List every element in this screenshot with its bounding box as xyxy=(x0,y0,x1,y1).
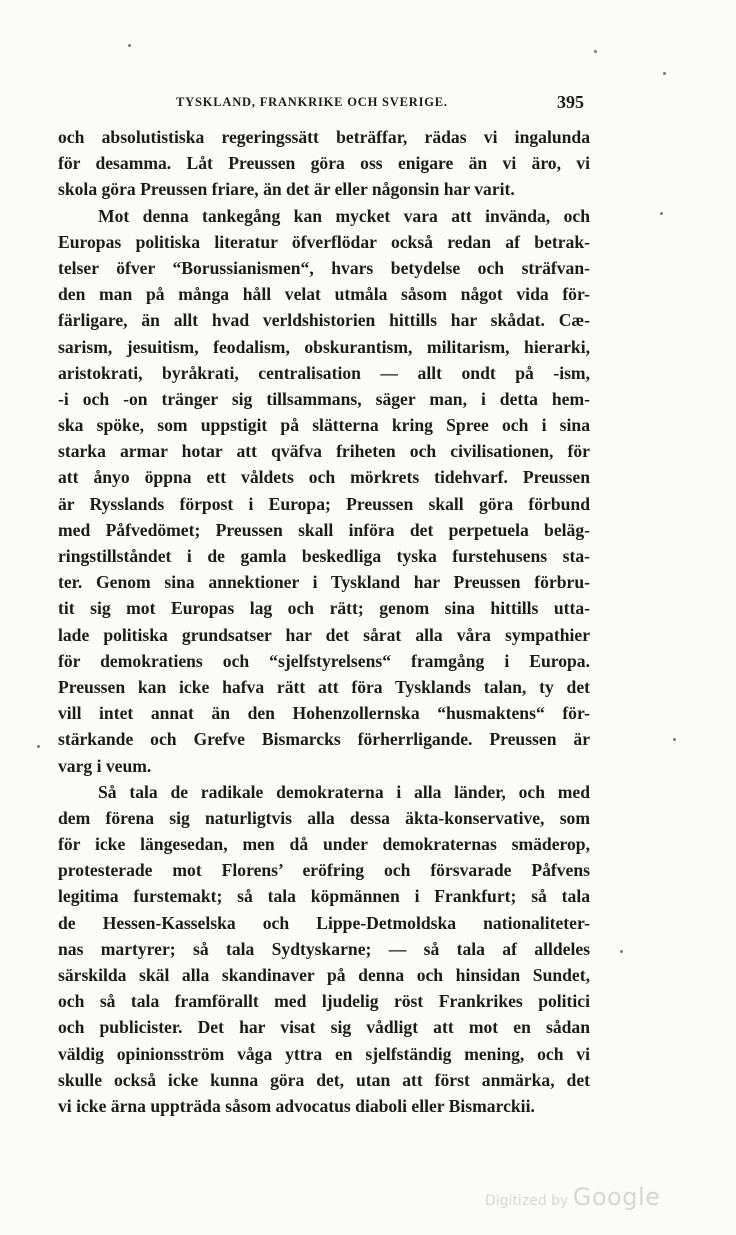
text-line: med Påfvedömet; Preussen skall införa det perpetuela beläg- xyxy=(58,519,590,540)
paragraph-2 xyxy=(58,203,590,779)
text-line: och så tala framförallt med ljudelig röst Frankrikes politici xyxy=(58,991,590,1012)
text-line: skulle också icke kunna göra det, utan att först anmärka, det xyxy=(58,1069,590,1090)
text-line: protesterade mot Florens’ eröfring och försvarade Påfvens xyxy=(58,860,590,881)
body-text xyxy=(58,124,590,1119)
text-line: är Rysslands förpost i Europa; Preussen skall göra förbund xyxy=(58,493,590,514)
text-line: tit sig mot Europas lag och rätt; genom sina hittills utta- xyxy=(58,598,590,619)
running-head xyxy=(176,92,596,119)
text-line: att ånyo öppna ett våldets och mörkrets tidehvarf. Preussen xyxy=(58,467,590,488)
digitized-watermark xyxy=(485,1183,660,1211)
text-line: Mot denna tankegång kan mycket vara att invända, och xyxy=(98,205,590,226)
text-line: starka armar hotar att qväfva friheten och civilisationen, för xyxy=(58,441,590,462)
text-line: nas martyrer; så tala Sydtyskarne; — så tala af alldeles xyxy=(58,938,590,959)
text-line: Preussen kan icke hafva rätt att föra Tysklands talan, ty det xyxy=(58,676,590,697)
text-line: väldig opinionsström våga yttra en sjelfständig mening, och vi xyxy=(58,1043,590,1064)
text-line: för demokratiens och “sjelfstyrelsens“ framgång i Europa. xyxy=(58,650,590,671)
watermark-brand: Google xyxy=(572,1183,661,1211)
ink-speck xyxy=(128,44,131,47)
text-line: färligare, än allt hvad verldshistorien hittills har skådat. Cæ- xyxy=(58,310,590,331)
text-line: telser öfver “Borussianismen“, hvars betydelse och sträfvan- xyxy=(58,257,590,278)
ink-speck xyxy=(620,950,623,953)
text-line: lade politiska grundsatser har det sårat alla våra sympathier xyxy=(58,624,590,645)
page-number: 395 xyxy=(557,92,584,112)
text-line: särskilda skäl alla skandinaver på denna och hinsidan Sundet, xyxy=(58,965,590,985)
text-line: legitima furstemakt; så tala köpmännen i Frankfurt; så tala xyxy=(58,886,590,907)
text-line: de Hessen-Kasselska och Lippe-Detmoldska nationaliteter- xyxy=(58,912,590,933)
text-line: för desamma. Låt Preussen göra oss enigare än vi äro, vi xyxy=(58,153,590,174)
ink-speck xyxy=(37,745,40,748)
text-line: dem förena sig naturligtvis alla dessa äkta-konservative, som xyxy=(58,807,590,828)
text-line: Så tala de radikale demokraterna i alla länder, och med xyxy=(98,781,590,802)
text-line: varg i veum. xyxy=(58,755,152,776)
text-line: ringstillståndet i de gamla beskedliga tyska furstehusens sta- xyxy=(58,546,590,566)
ink-speck xyxy=(663,72,666,75)
ink-speck xyxy=(660,212,663,215)
text-line: Europas politiska literatur öfverflödar också redan af betrak- xyxy=(58,231,590,252)
text-line: ter. Genom sina annektioner i Tyskland har Preussen förbru- xyxy=(58,572,590,593)
text-line: och publicister. Det har visat sig vådligt att mot en sådan xyxy=(58,1017,590,1038)
text-line: aristokrati, byråkrati, centralisation — allt ondt på -ism, xyxy=(58,362,590,383)
paragraph-3 xyxy=(58,779,590,1119)
text-line: den man på många håll velat utmåla såsom något vida för- xyxy=(58,284,590,305)
text-line: vill intet annat än den Hohenzollernska “husmaktens“ för- xyxy=(58,703,590,724)
text-line: -i och -on tränger sig tillsammans, säger man, i detta hem- xyxy=(58,388,590,409)
text-line: ska spöke, som uppstigit på slätterna kring Spree och i sina xyxy=(58,415,590,436)
text-line: skola göra Preussen friare, än det är eller någonsin har varit. xyxy=(58,179,515,200)
text-line: sarism, jesuitism, feodalism, obskurantism, militarism, hierarki, xyxy=(58,336,590,357)
running-title: TYSKLAND, FRANKRIKE OCH SVERIGE. xyxy=(176,95,448,109)
text-line: vi icke ärna uppträda såsom advocatus diaboli eller Bismarckii. xyxy=(58,1095,535,1116)
text-line: för icke längesedan, men då under demokraternas smäderop, xyxy=(58,834,590,855)
text-line: och absolutistiska regeringssätt beträffar, rädas vi ingalunda xyxy=(58,127,590,147)
watermark-prefix: Digitized by xyxy=(485,1193,569,1209)
ink-speck xyxy=(594,50,597,53)
text-line: stärkande och Grefve Bismarcks förherrligande. Preussen är xyxy=(58,729,590,750)
ink-speck xyxy=(673,738,676,741)
paragraph-1 xyxy=(58,124,590,203)
